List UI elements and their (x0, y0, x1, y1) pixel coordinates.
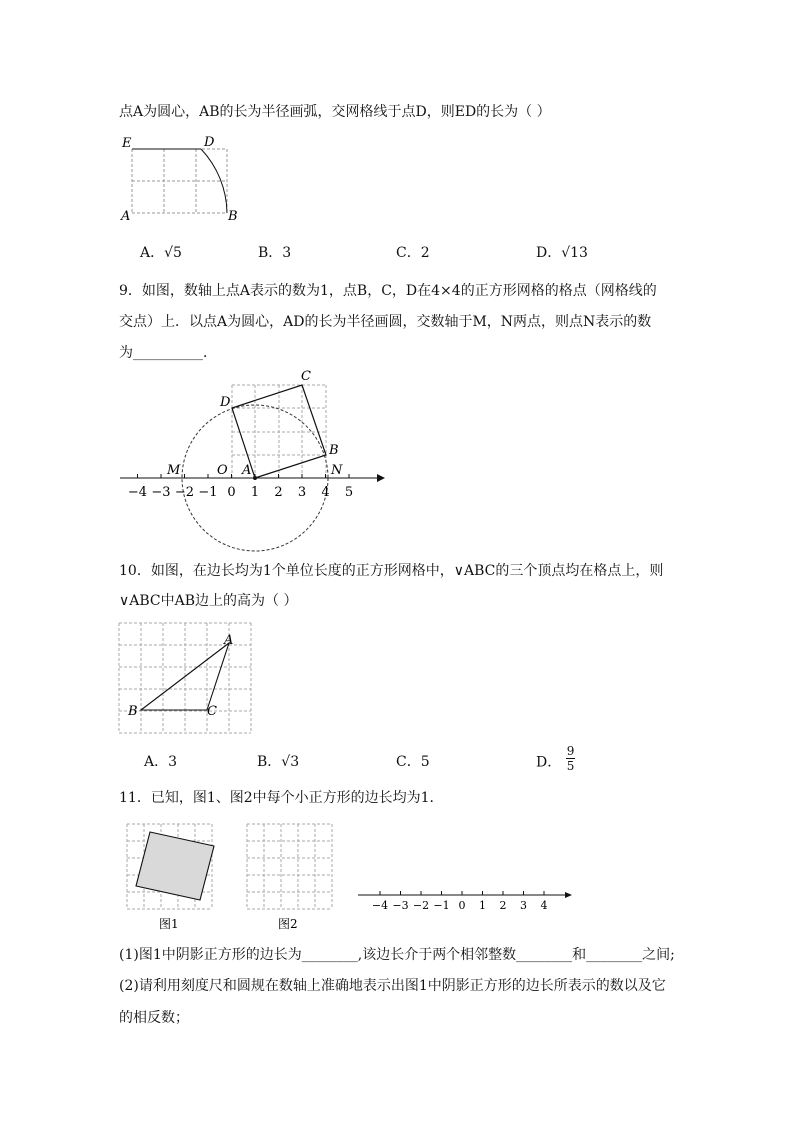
q11-arrow (565, 892, 572, 898)
q11-tick-label: 4 (540, 899, 548, 912)
q9-tick-label: 5 (344, 485, 354, 500)
q9-label-d: D (220, 395, 231, 410)
q11-tick-label: 3 (520, 899, 527, 912)
q11-tick-label: −3 (392, 899, 409, 912)
q8-grid (132, 149, 227, 213)
q11-fig1-caption: 图1 (159, 917, 179, 931)
q9-stem-line1: 9．如图，数轴上点A表示的数为1，点B，C，D在4×4的正方形网格的格点（网格线的 (119, 283, 657, 299)
q9-label-a: A (242, 463, 252, 478)
q9-arrow (377, 474, 385, 482)
q10-option-d-prefix: D． (536, 754, 562, 771)
q11-tick-label: 1 (479, 899, 486, 912)
q9-tick-label: 0 (227, 485, 236, 500)
q11-ticks (372, 891, 548, 912)
q9-stem-line2: 交点）上．以点A为圆心，AD的长为半径画圆，交数轴于M，N两点，则点N表示的数 (119, 314, 652, 330)
q10-label-a: A (224, 633, 234, 648)
q9-tick-label: −3 (151, 485, 171, 500)
q11-number-line-figure (355, 880, 575, 914)
q9-tick-label: 2 (274, 485, 283, 500)
q8-figure (115, 130, 245, 225)
q8-stem: 点A为圆心，AB的长为半径画弧，交网格线于点D，则ED的长为（ ） (119, 104, 551, 120)
q10-figure (118, 622, 253, 734)
q10-option-c[interactable]: C．5 (396, 754, 430, 770)
q8-label-b: B (228, 209, 238, 224)
q11-part1: (1)图1中阴影正方形的边长为________,该边长介于两个相邻整数________和________之间; (119, 947, 675, 963)
q10-label-c: C (207, 704, 217, 719)
q9-stem-line3: 为__________． (119, 345, 217, 361)
q9-label-c: C (301, 369, 311, 384)
q9-label-n: N (331, 463, 343, 478)
q9-tick-label: −2 (174, 485, 195, 500)
q10-option-d[interactable] (536, 744, 575, 773)
q10-stem-line1: 10．如图，在边长均为1个单位长度的正方形网格中，∨ABC的三个顶点均在格点上，则 (119, 563, 664, 579)
q8-option-a[interactable]: A．√5 (140, 245, 182, 261)
q11-part2-line1: (2)请利用刻度尺和圆规在数轴上准确地表示出图1中阴影正方形的边长所表示的数以及它 (119, 978, 666, 994)
q9-tick-label: 3 (297, 485, 307, 500)
q11-tick-label: 0 (458, 899, 466, 912)
q10-option-b[interactable]: B．√3 (257, 754, 300, 770)
q8-label-e: E (122, 136, 132, 151)
q9-tick-label: 4 (321, 485, 330, 500)
q11-tick-label: −4 (371, 899, 389, 912)
q11-grid2 (247, 824, 332, 909)
q10-option-a[interactable]: A．3 (144, 754, 178, 770)
q11-part2-line2: 的相反数； (119, 1010, 189, 1026)
q11-tick-label: 2 (499, 899, 507, 912)
q10-option-d-denominator: 5 (566, 759, 575, 773)
q9-tick-label: −4 (127, 485, 148, 500)
q9-tick-label: −1 (198, 485, 218, 500)
q11-figure1 (122, 818, 222, 936)
q9-label-b: B (329, 443, 339, 458)
q11-tick-label: −1 (433, 899, 450, 912)
q11-shaded-square (136, 832, 214, 900)
q11-stem: 11．已知，图1、图2中每个小正方形的边长均为1． (119, 790, 444, 806)
q9-figure (115, 368, 390, 558)
q8-option-c[interactable]: C．2 (396, 245, 430, 261)
q11-tick-label: −2 (412, 899, 430, 912)
q8-label-a: A (121, 209, 131, 224)
q8-option-b[interactable]: B．3 (258, 245, 292, 261)
q11-figure2 (243, 818, 338, 936)
q8-label-d: D (204, 135, 215, 150)
q11-fig2-caption: 图2 (278, 917, 298, 931)
q8-option-d[interactable]: D．√13 (536, 245, 588, 261)
q9-tick-label: 1 (250, 485, 260, 500)
q9-label-m: M (167, 463, 181, 478)
q10-stem-line2: ∨ABC中AB边上的高为（ ） (119, 593, 298, 609)
q10-label-b: B (128, 704, 138, 719)
q10-option-d-numerator: 9 (566, 744, 575, 758)
q9-label-o: O (217, 463, 228, 478)
q10-option-d-fraction (566, 744, 576, 773)
